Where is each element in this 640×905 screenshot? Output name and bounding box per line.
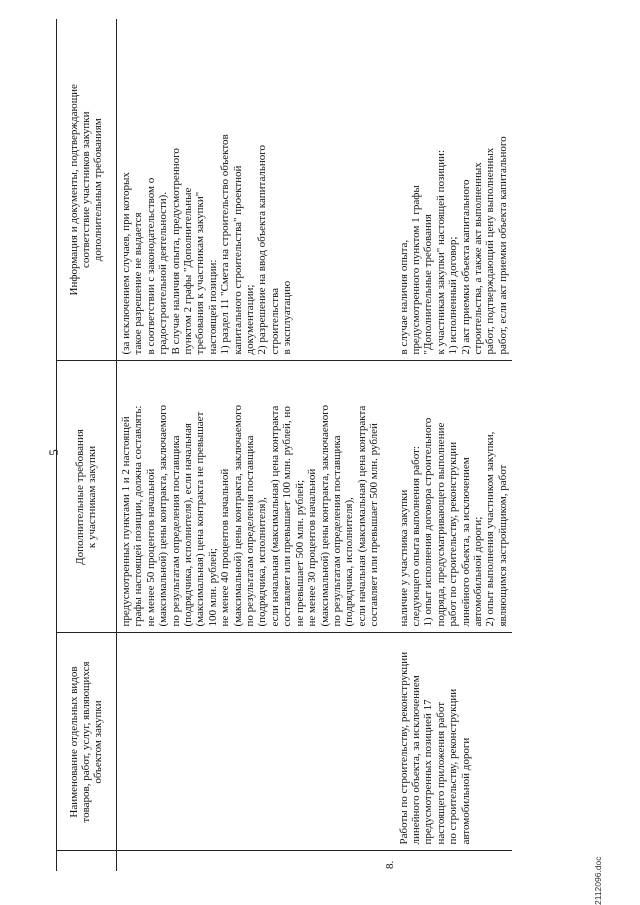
text-line: 1) раздел 11 "Смета на строительство объектов: [219, 134, 232, 355]
text-line: настоящего приложения работ: [434, 701, 447, 845]
header-additional-requirements: [57, 361, 117, 633]
text-line: Работы по строительству, реконструкции: [397, 651, 410, 845]
item-name-cell: [117, 633, 384, 851]
text-line: "Дополнительные требования: [422, 214, 435, 355]
text-line: 2) опыт выполнения участником закупки,: [484, 431, 497, 627]
text-line: пунктом 2 графы "Дополнительные: [182, 187, 195, 355]
text-line: требования к участникам закупки": [194, 191, 207, 355]
text-line: графы настоящей позиции, должна составлять:: [132, 405, 145, 627]
text-line: работ по строительству, реконструкции: [447, 441, 460, 627]
requirements-cell: [384, 361, 513, 633]
text-line: (за исключением случаев, при которых: [120, 172, 132, 355]
text-line: (максимальной) цены контракта, заключаемого: [318, 405, 331, 627]
row-number: 8.: [384, 851, 513, 871]
text-line: наличие у участника закупки: [397, 489, 410, 627]
text-line: если начальная (максимальная) цена контракта: [268, 405, 281, 627]
text-line: не менее 40 процентов начальной: [219, 468, 232, 627]
table-header-row: [57, 19, 117, 871]
table-row: [117, 19, 384, 871]
text-line: не превышает 500 млн. рублей;: [293, 479, 306, 627]
text-line: (максимальной) цены контракта, заключаемого: [157, 405, 170, 627]
text-line: по результатам определения поставщика: [169, 435, 182, 627]
header-line: Дополнительные требования: [73, 429, 86, 565]
documents-cell: [117, 19, 384, 361]
text-line: предусмотренных позицией 17: [422, 699, 435, 845]
text-line: В случае наличия опыта, предусмотренного: [169, 148, 182, 355]
header-line: товаров, работ, услуг, являющихся: [79, 661, 92, 823]
header-item-name: [57, 633, 117, 851]
header-line: Наименование отдельных видов: [67, 666, 80, 818]
text-line: работ, подтверждающий цену выполненных: [484, 147, 497, 355]
text-line: к участникам закупки" настоящей позиции:: [434, 149, 447, 355]
text-line: строительства, а также акт выполненных: [471, 162, 484, 355]
header-confirming-documents: [57, 19, 117, 361]
item-name-cell: [384, 633, 513, 851]
text-line: если начальная (максимальная) цена контракта: [355, 405, 368, 627]
text-line: капитального строительства" проектной: [231, 165, 244, 355]
text-line: не менее 30 процентов начальной: [306, 468, 319, 627]
text-line: строительства: [268, 287, 281, 355]
table-row: [384, 19, 513, 871]
text-line: не менее 50 процентов начальной: [144, 468, 157, 627]
text-line: в случае наличия опыта,: [397, 239, 410, 355]
text-line: (максимальная) цена контракта не превышает: [194, 411, 207, 627]
text-line: 2) акт приемки объекта капитального: [459, 179, 472, 355]
header-line: к участникам закупки: [86, 445, 98, 549]
text-line: автомобильной дороги: [459, 737, 472, 845]
text-line: в эксплуатацию: [281, 280, 294, 355]
header-line: объектом закупки: [92, 700, 105, 784]
documents-cell: [384, 19, 513, 361]
text-line: (подрядчика, исполнителя), если начальная: [182, 423, 195, 627]
text-line: автомобильной дороги;: [471, 516, 484, 627]
text-line: 1) опыт исполнения договора строительного: [422, 417, 435, 627]
text-line: являющимся застройщиком, работ: [496, 464, 509, 627]
text-line: подряда, предусматривающего выполнение: [434, 422, 447, 627]
text-line: по результатам определения поставщика: [330, 435, 343, 627]
text-line: такое разрешение не выдается: [132, 212, 145, 355]
page-number: 5: [46, 449, 61, 456]
header-line: дополнительным требованиям: [92, 118, 105, 262]
text-line: по строительству, реконструкции: [447, 688, 460, 845]
text-line: следующего опыта выполнения работ:: [409, 446, 422, 627]
text-line: градостроительной деятельности).: [157, 191, 170, 355]
text-line: 1) исполненный договор;: [447, 236, 460, 355]
text-line: (максимальной) цены контракта, заключаемого: [231, 405, 244, 627]
document-filename: 2112096.doc: [593, 856, 603, 905]
text-line: составляет или превышает 500 млн. рублей: [368, 423, 381, 627]
text-line: предусмотренных пунктами 1 и 2 настоящей: [120, 416, 132, 627]
text-line: (подрядчика, исполнителя),: [256, 497, 269, 627]
text-line: линейного объекта, за исключением: [409, 675, 422, 845]
text-line: предусмотренного пунктом 1 графы: [409, 185, 422, 355]
text-line: 2) разрешение на ввод объекта капитального: [256, 144, 269, 355]
text-line: настоящей позиции:: [206, 259, 219, 355]
header-line: соответствие участников закупки: [79, 111, 92, 269]
text-line: документации;: [244, 284, 257, 355]
requirements-cell: [117, 361, 384, 633]
text-line: составляет или превышает 100 млн. рублей, но: [281, 406, 294, 627]
text-line: работ, если акт приемки объекта капитального: [496, 136, 509, 355]
row-number: [117, 851, 384, 871]
text-line: (подрядчика, исполнителя),: [343, 497, 356, 627]
header-line: Информация и документы, подтверждающие: [67, 84, 80, 296]
header-number-cell: [57, 851, 117, 871]
text-line: в соответствии с законодательством о: [144, 177, 157, 355]
text-line: по результатам определения поставщика: [244, 435, 257, 627]
text-line: 100 млн. рублей;: [206, 548, 219, 627]
requirements-table: [56, 19, 512, 871]
text-line: линейного объекта, за исключением: [459, 457, 472, 627]
